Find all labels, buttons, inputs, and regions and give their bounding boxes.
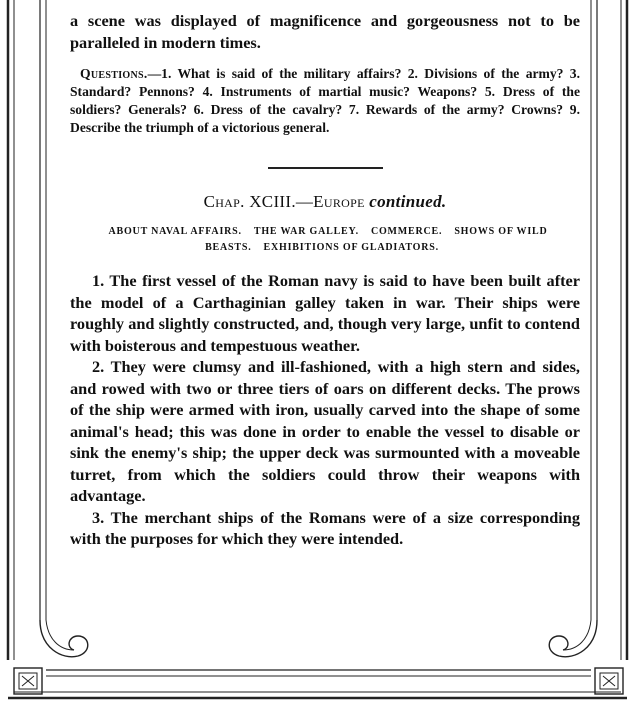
questions-block bbox=[70, 65, 580, 137]
section-divider bbox=[268, 167, 383, 169]
chapter-number: Chap. XCIII.— bbox=[203, 192, 314, 211]
subhead-item: COMMERCE. bbox=[370, 226, 443, 237]
subhead-item: THE WAR GALLEY. bbox=[253, 226, 359, 237]
chapter-region: Europe bbox=[313, 192, 365, 211]
subhead-item: SHOWS OF WILD BEASTS. bbox=[205, 226, 548, 253]
questions-text: —1. What is said of the military affairs? 2. Divisions of the army? 3. Standard? Pennons? 4. Instruments of martial music? Weapons? 5. Dress of the soldiers? Generals? 6. Dress of the cavalry? 7. Rewards of the army? Crowns? 9. Describe the triumph of a victorious general. bbox=[70, 66, 580, 135]
page-text bbox=[70, 10, 580, 550]
chapter-body bbox=[70, 270, 580, 550]
paragraph-2: 2. They were clumsy and ill-fashioned, with a high stern and sides, and rowed with two or three tiers of oars on different decks. The prows of the ship were armed with iron, usually carved into the shape of some animal's head; this was done in order to enable the vessel to disable or sink the enemy's ship; the upper deck was surmounted with a moveable turret, from which the soldiers could throw their weapons with advantage. bbox=[70, 357, 580, 505]
paragraph-1: 1. The first vessel of the Roman navy is said to have been built after the model of a Carthaginian galley taken in war. Their ships were roughly and slightly constructed, and, though very large, unfit to contend with boisterous and tempestuous weather. bbox=[70, 271, 580, 355]
chapter-heading bbox=[70, 192, 580, 212]
subhead-item: EXHIBITIONS OF GLADIATORS. bbox=[263, 242, 439, 253]
chapter-subheads bbox=[70, 224, 580, 256]
paragraph-3: 3. The merchant ships of the Romans were of a size corresponding with the purposes for which they were intended. bbox=[70, 507, 580, 548]
questions-lead: Questions. bbox=[80, 66, 148, 81]
continued-paragraph: a scene was displayed of magnificence and gorgeousness not to be paralleled in modern times. bbox=[70, 11, 580, 52]
subhead-item: ABOUT NAVAL AFFAIRS. bbox=[108, 226, 242, 237]
chapter-continued: continued. bbox=[369, 192, 447, 211]
